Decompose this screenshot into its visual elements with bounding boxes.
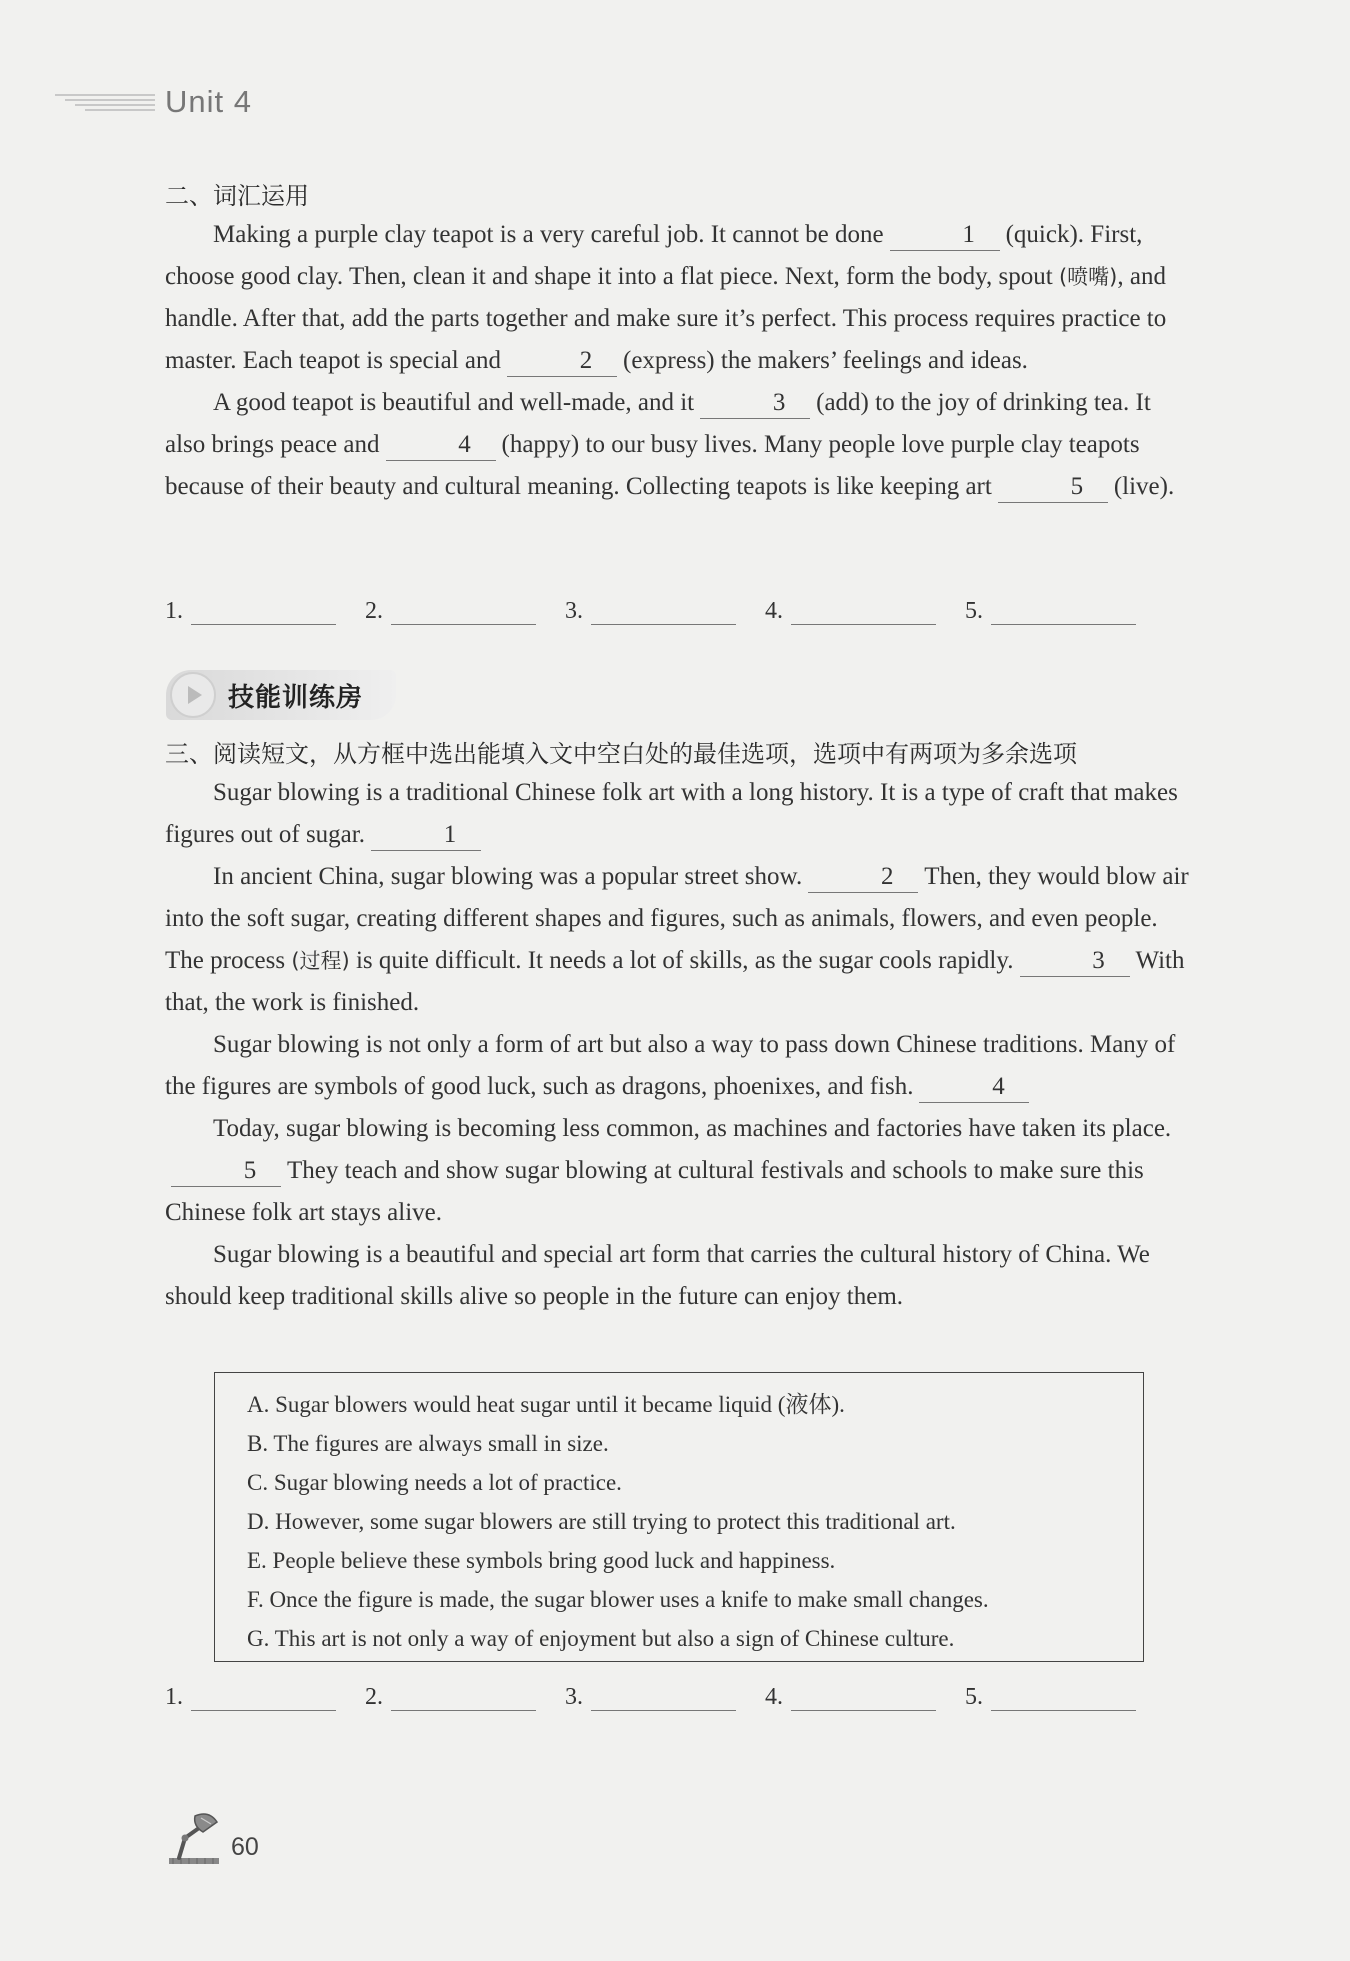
section2-paragraph-1 xyxy=(165,214,1195,382)
answer-item xyxy=(765,598,965,625)
blank-4: 4 xyxy=(386,430,496,461)
option-a: A. Sugar blowers would heat sugar until it became liquid (液体). xyxy=(247,1392,845,1417)
answer-item xyxy=(765,1684,965,1711)
text: Sugar blowing is a beautiful and special art form that carries the cultural history of China. We should keep traditional skills alive so people in the future can enjoy them. xyxy=(165,1241,1150,1310)
answer-item xyxy=(565,1684,765,1711)
section2-paragraph-2 xyxy=(165,382,1195,508)
section3-paragraph-1 xyxy=(165,772,1195,856)
page-footer xyxy=(165,1808,259,1866)
answer-item xyxy=(365,598,565,625)
chinese-gloss: (喷嘴) xyxy=(1058,265,1118,289)
blank-3: 3 xyxy=(700,388,810,419)
text: In ancient China, sugar blowing was a popular street show. xyxy=(213,863,803,890)
answer-field[interactable] xyxy=(391,1684,536,1711)
text: (happy) to our busy lives. Many people love purple clay teapots because of their beauty and cultural meaning. Collecting teapots is like keeping art xyxy=(165,431,1140,500)
blank-5: 5 xyxy=(171,1156,281,1187)
answer-number: 1. xyxy=(165,598,183,624)
header-lines-icon xyxy=(55,91,155,113)
section3-answer-row xyxy=(165,1684,1165,1711)
text: Today, sugar blowing is becoming less common, as machines and factories have taken its place. xyxy=(213,1115,1172,1142)
options-box xyxy=(214,1372,1144,1662)
option-c: C. Sugar blowing needs a lot of practice. xyxy=(247,1470,622,1495)
option-g: G. This art is not only a way of enjoyment but also a sign of Chinese culture. xyxy=(247,1626,955,1651)
answer-number: 2. xyxy=(365,598,383,624)
section3-passage xyxy=(165,772,1195,1318)
blank-1: 1 xyxy=(890,220,1000,251)
answer-number: 5. xyxy=(965,1684,983,1710)
unit-title: Unit 4 xyxy=(165,84,252,119)
option-f: F. Once the figure is made, the sugar blower uses a knife to make small changes. xyxy=(247,1587,989,1612)
answer-field[interactable] xyxy=(791,1684,936,1711)
answer-number: 1. xyxy=(165,1684,183,1710)
answer-item xyxy=(965,1684,1165,1711)
section3-paragraph-5 xyxy=(165,1234,1195,1318)
text: (live). xyxy=(1113,473,1175,500)
option-b: B. The figures are always small in size. xyxy=(247,1431,609,1456)
text: (quick). First, choose good clay. Then, clean it and shape it into a flat piece. Next, form the body, spout xyxy=(165,221,1143,290)
blank-3: 3 xyxy=(1020,946,1130,977)
text: Making a purple clay teapot is a very careful job. It cannot be done xyxy=(213,221,884,248)
text: (express) the makers’ feelings and ideas. xyxy=(623,347,1028,374)
section2-title: 二、词汇运用 xyxy=(165,182,309,210)
answer-item xyxy=(965,598,1165,625)
option-d: D. However, some sugar blowers are still trying to protect this traditional art. xyxy=(247,1509,956,1534)
blank-1: 1 xyxy=(371,820,481,851)
answer-number: 4. xyxy=(765,598,783,624)
answer-item xyxy=(565,598,765,625)
answer-number: 5. xyxy=(965,598,983,624)
blank-2: 2 xyxy=(808,862,918,893)
blank-5: 5 xyxy=(998,472,1108,503)
section2-passage xyxy=(165,214,1195,508)
answer-field[interactable] xyxy=(791,598,936,625)
section2-answer-row xyxy=(165,598,1165,625)
answer-field[interactable] xyxy=(991,1684,1136,1711)
answer-field[interactable] xyxy=(191,1684,336,1711)
text: (add) to the joy of drinking tea. It also brings peace and xyxy=(165,389,1151,458)
page-number: 60 xyxy=(231,1833,259,1861)
answer-item xyxy=(165,1684,365,1711)
answer-item xyxy=(365,1684,565,1711)
text: They teach and show sugar blowing at cultural festivals and schools to make sure this Chinese folk art stays alive. xyxy=(165,1157,1144,1226)
answer-field[interactable] xyxy=(591,1684,736,1711)
text: Sugar blowing is a traditional Chinese folk art with a long history. It is a type of craft that makes figures out of sugar. xyxy=(165,779,1178,848)
section3-paragraph-3 xyxy=(165,1024,1195,1108)
skills-banner-title: 技能训练房 xyxy=(228,682,364,713)
answer-field[interactable] xyxy=(391,598,536,625)
blank-4: 4 xyxy=(919,1072,1029,1103)
lamp-icon xyxy=(165,1808,225,1866)
answer-item xyxy=(165,598,365,625)
text: With that, the work is finished. xyxy=(165,947,1185,1016)
option-e: E. People believe these symbols bring good luck and happiness. xyxy=(247,1548,836,1573)
answer-field[interactable] xyxy=(991,598,1136,625)
blank-2: 2 xyxy=(507,346,617,377)
section3-title: 三、阅读短文，从方框中选出能填入文中空白处的最佳选项，选项中有两项为多余选项 xyxy=(165,740,1077,768)
text: is quite difficult. It needs a lot of skills, as the sugar cools rapidly. xyxy=(355,947,1014,974)
skills-banner xyxy=(166,670,396,720)
answer-number: 3. xyxy=(565,598,583,624)
text: Sugar blowing is not only a form of art but also a way to pass down Chinese traditions. Many of the figures are symbols of good luck, such as dragons, phoenixes, and fish. xyxy=(165,1031,1176,1100)
answer-number: 4. xyxy=(765,1684,783,1710)
answer-field[interactable] xyxy=(591,598,736,625)
section3-paragraph-4 xyxy=(165,1108,1195,1234)
text: A good teapot is beautiful and well-made, and it xyxy=(213,389,695,416)
play-icon xyxy=(170,672,216,718)
answer-number: 3. xyxy=(565,1684,583,1710)
text: Then, they would blow air into the soft sugar, creating different shapes and figures, such as animals, flowers, and even people. The process xyxy=(165,863,1189,974)
answer-number: 2. xyxy=(365,1684,383,1710)
unit-header xyxy=(55,82,252,122)
chinese-gloss: (过程) xyxy=(291,949,350,973)
answer-field[interactable] xyxy=(191,598,336,625)
section3-paragraph-2 xyxy=(165,856,1195,1024)
text: , and handle. After that, add the parts together and make sure it’s perfect. This process requires practice to master. Each teapot is special and xyxy=(165,263,1167,374)
